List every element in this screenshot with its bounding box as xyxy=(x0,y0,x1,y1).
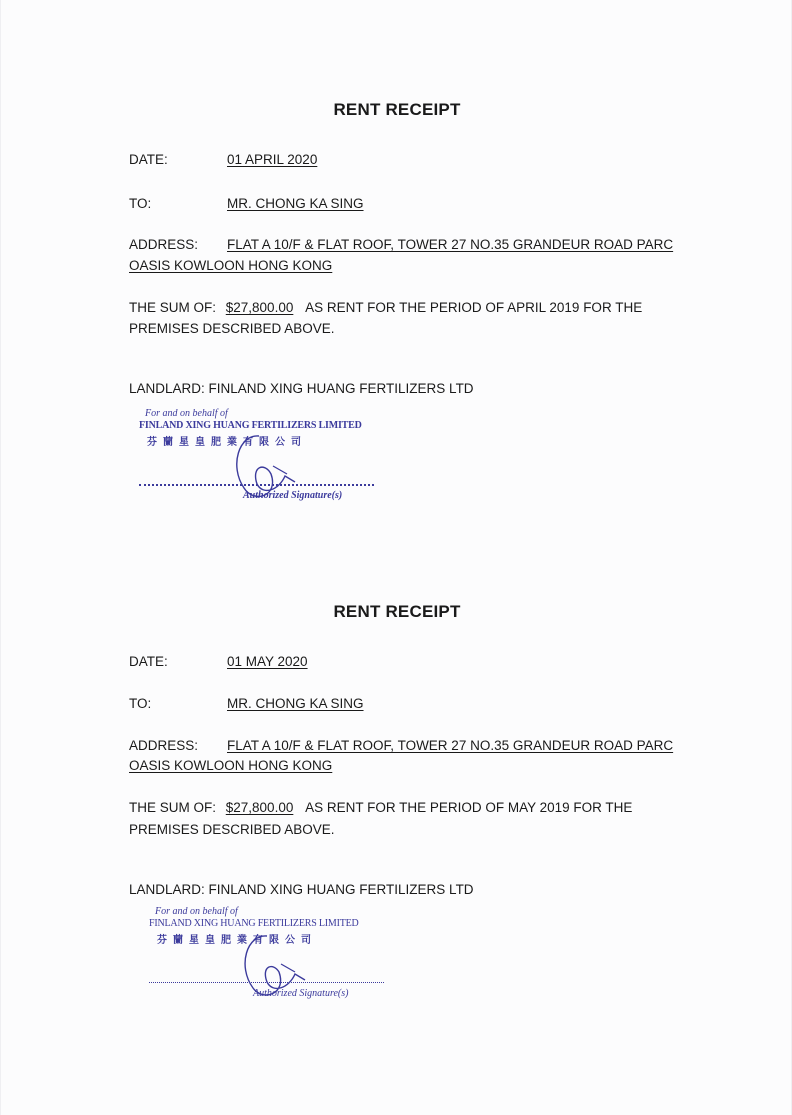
sum-label: THE SUM OF: xyxy=(129,300,216,315)
sum-row xyxy=(129,800,632,815)
sum-text-2: PREMISES DESCRIBED ABOVE. xyxy=(129,321,335,336)
address-line-1: FLAT A 10/F & FLAT ROOF, TOWER 27 NO.35 GRANDEUR ROAD PARC xyxy=(227,237,674,252)
address-line-1: FLAT A 10/F & FLAT ROOF, TOWER 27 NO.35 GRANDEUR ROAD PARC xyxy=(227,738,674,753)
address-line-2: OASIS KOWLOON HONG KONG xyxy=(129,758,333,773)
sum-value: $27,800.00 xyxy=(225,800,294,815)
to-value: MR. CHONG KA SING xyxy=(227,696,364,711)
date-row xyxy=(129,654,308,669)
stamp-company-name: FINLAND XING HUANG FERTILIZERS LIMITED xyxy=(149,918,359,929)
date-value: 01 MAY 2020 xyxy=(227,654,308,669)
address-label: ADDRESS: xyxy=(129,738,199,753)
date-label: DATE: xyxy=(129,152,168,167)
address-row-2 xyxy=(129,258,350,273)
to-row xyxy=(129,196,364,211)
date-value: 01 APRIL 2020 xyxy=(227,152,318,167)
receipt-title: RENT RECEIPT xyxy=(333,602,461,621)
sum-row xyxy=(129,300,642,315)
company-stamp xyxy=(139,408,389,508)
signature-line xyxy=(139,484,374,486)
address-row xyxy=(129,738,674,753)
stamp-behalf-text: For and on behalf of xyxy=(155,906,238,917)
date-row xyxy=(129,152,318,167)
address-row xyxy=(129,237,674,252)
stamp-behalf-text: For and on behalf of xyxy=(145,408,228,419)
stamp-company-chinese: 芬蘭星皇肥業有限公司 xyxy=(157,935,317,946)
to-label: TO: xyxy=(129,696,152,711)
sum-value: $27,800.00 xyxy=(225,300,294,315)
landlord-line: LANDLARD: FINLAND XING HUANG FERTILIZERS LTD xyxy=(129,882,474,897)
address-label: ADDRESS: xyxy=(129,237,199,252)
address-row-2 xyxy=(129,758,350,773)
sum-row-2 xyxy=(129,321,335,336)
stamp-company-name: FINLAND XING HUANG FERTILIZERS LIMITED xyxy=(139,420,362,431)
to-row xyxy=(129,696,364,711)
stamp-authorized-text: Authorized Signature(s) xyxy=(253,988,349,999)
stamp-company-chinese: 芬蘭星皇肥業有限公司 xyxy=(147,437,307,448)
date-label: DATE: xyxy=(129,654,168,669)
to-label: TO: xyxy=(129,196,152,211)
sum-text-2: PREMISES DESCRIBED ABOVE. xyxy=(129,822,335,837)
address-line-2: OASIS KOWLOON HONG KONG xyxy=(129,258,333,273)
company-stamp xyxy=(149,906,399,1006)
sum-text-1: AS RENT FOR THE PERIOD OF APRIL 2019 FOR THE xyxy=(305,300,643,315)
stamp-authorized-text: Authorized Signature(s) xyxy=(243,490,343,501)
landlord-line: LANDLARD: FINLAND XING HUANG FERTILIZERS LTD xyxy=(129,381,474,396)
receipt-title: RENT RECEIPT xyxy=(333,100,461,119)
sum-label: THE SUM OF: xyxy=(129,800,216,815)
sum-row-2 xyxy=(129,822,335,837)
to-value: MR. CHONG KA SING xyxy=(227,196,364,211)
signature-line xyxy=(149,982,384,983)
sum-text-1: AS RENT FOR THE PERIOD OF MAY 2019 FOR THE xyxy=(305,800,633,815)
